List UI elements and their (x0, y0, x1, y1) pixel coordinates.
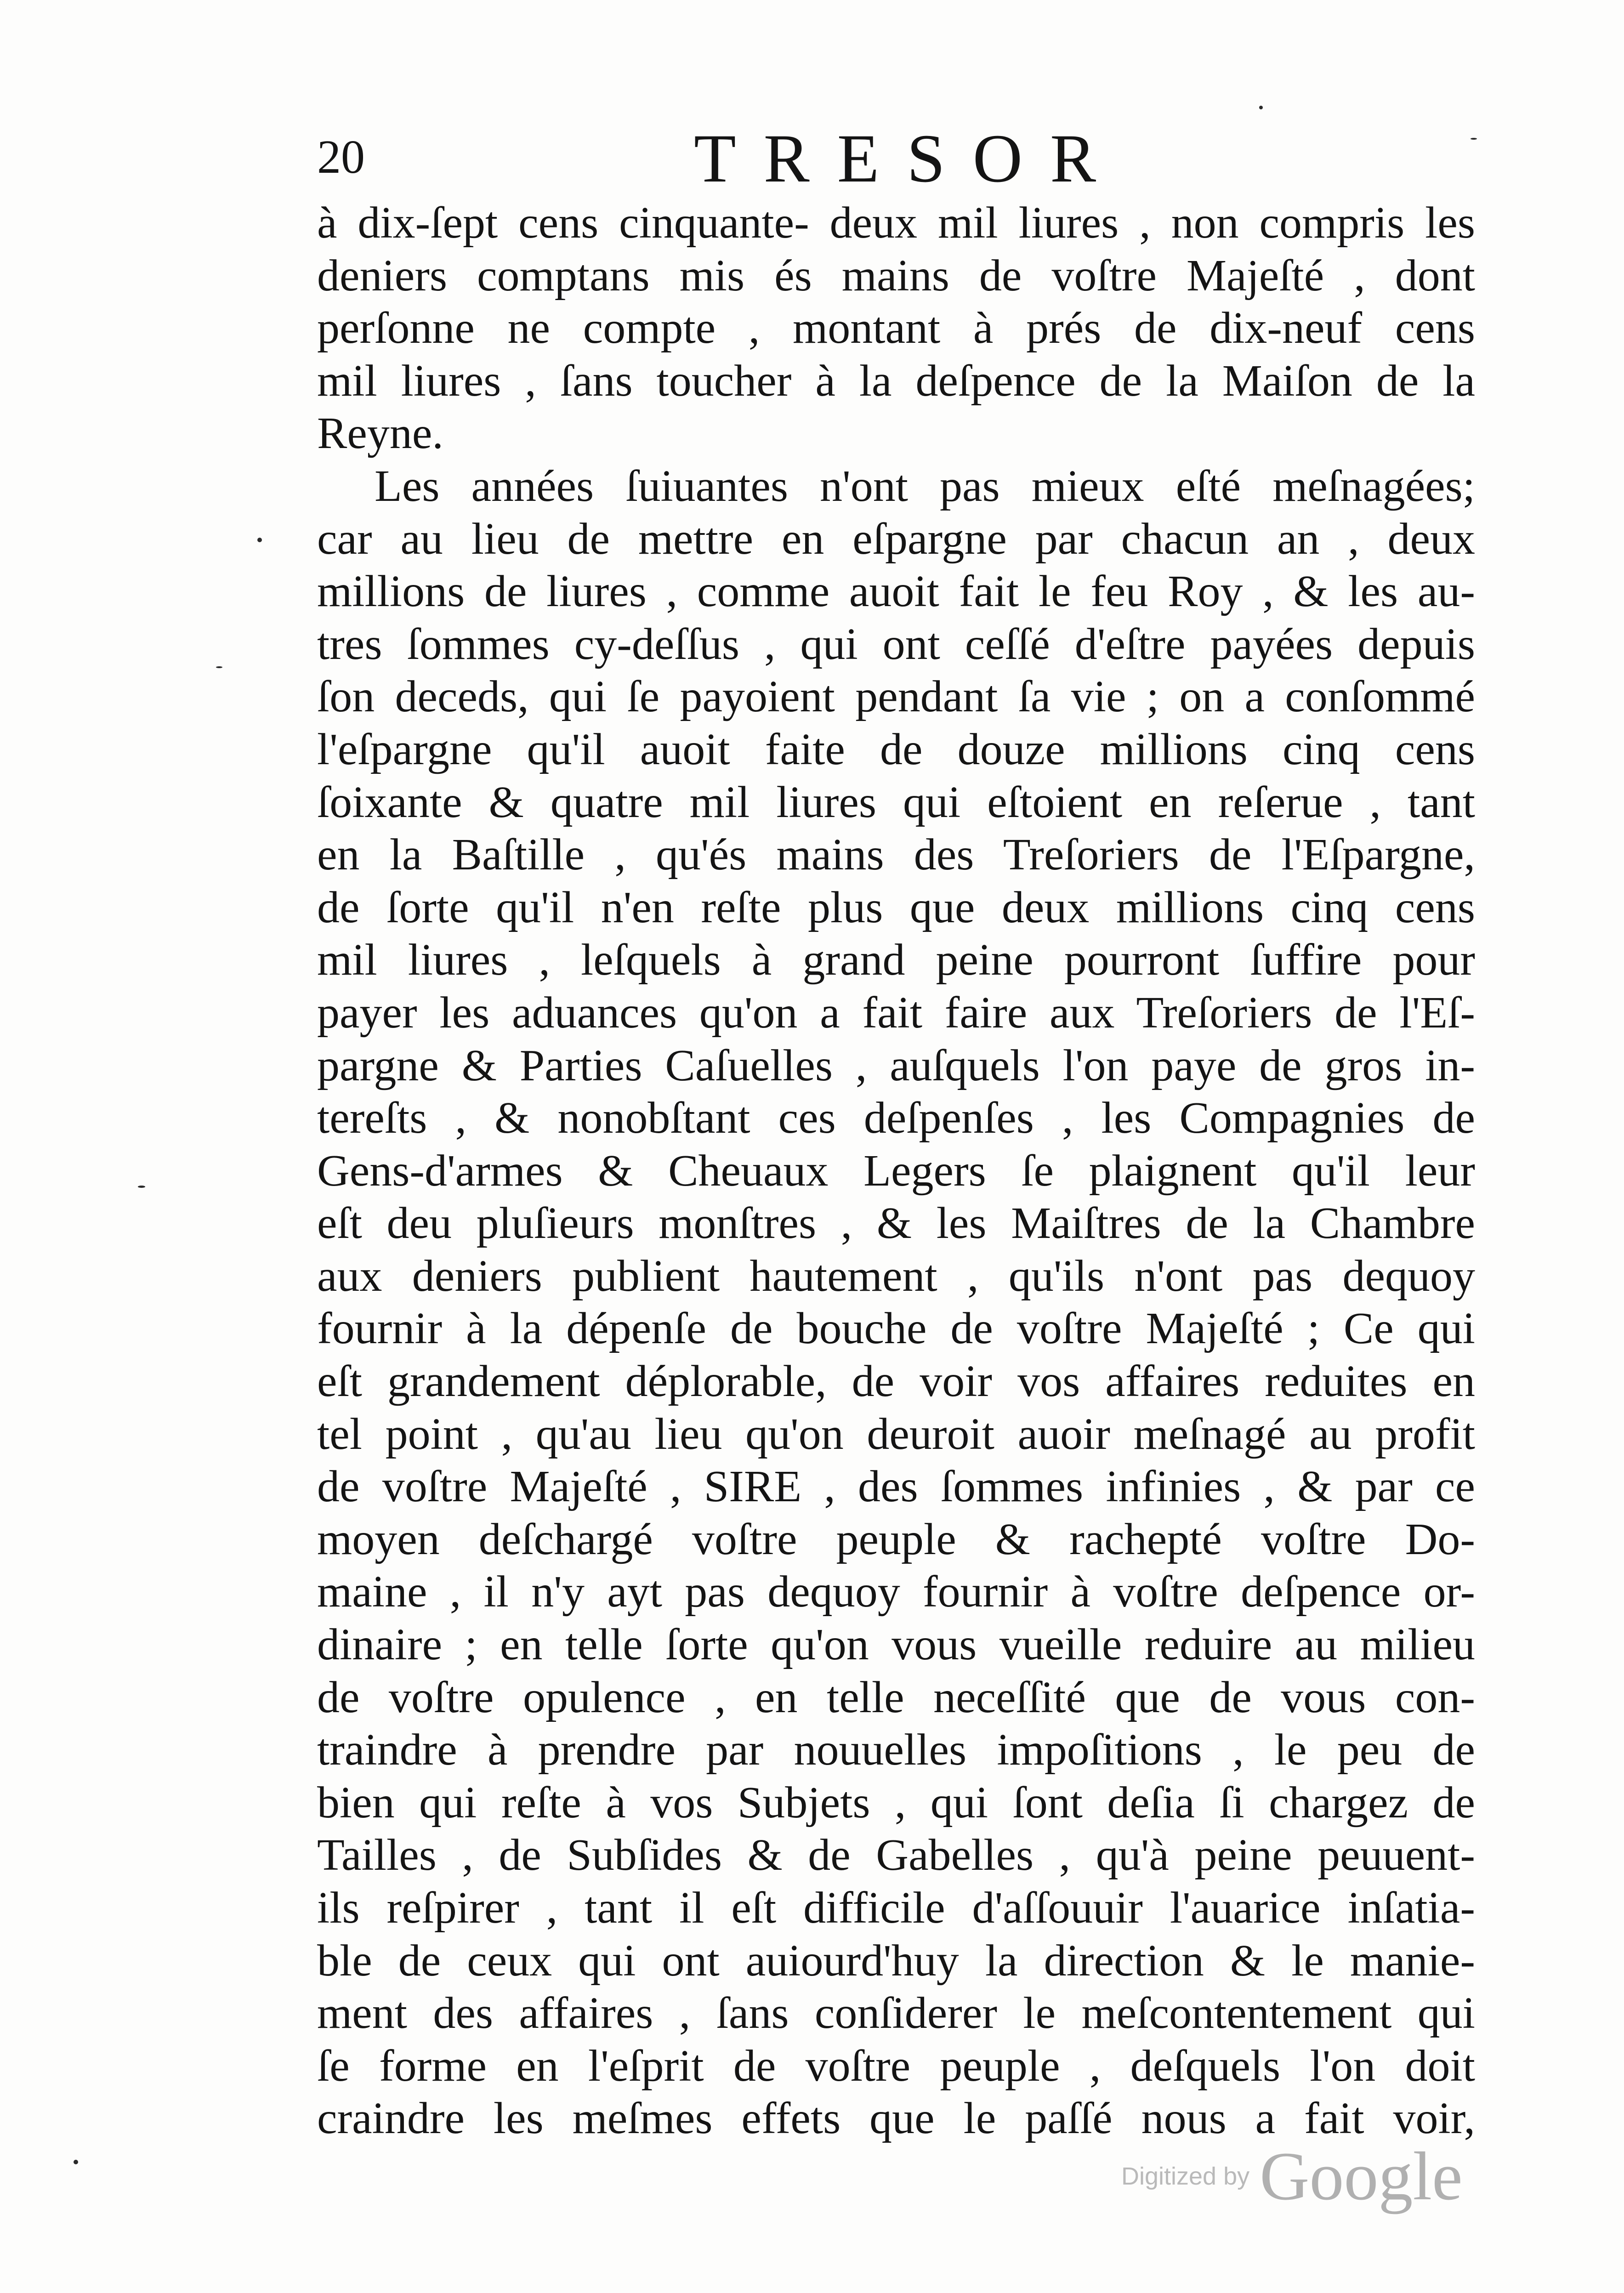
page-number: 20 (317, 131, 365, 183)
text-line: ils reſpirer , tant il eſt difficile d'aſſouuir l'auarice inſatia- (317, 1883, 1475, 1933)
scan-speck (257, 538, 262, 542)
text-line: eſt grandement déplorable, de voir vos affaires reduites en (317, 1357, 1475, 1407)
text-line: deniers comptans mis és mains de voſtre Majeſté , dont (317, 250, 1475, 301)
text-line: perſonne ne compte , montant à prés de dix-neuf cens (317, 303, 1475, 353)
text-line: bien qui reſte à vos Subjets , qui ſont deſia ſi chargez de (317, 1777, 1475, 1828)
scan-speck (74, 2160, 78, 2164)
text-line: Tailles , de Subſides & de Gabelles , qu'à peine peuuent- (317, 1830, 1475, 1880)
text-line: millions de liures , comme auoit fait le feu Roy , & les au- (317, 567, 1475, 617)
text-line: tres ſommes cy-deſſus , qui ont ceſſé d'eſtre payées depuis (317, 619, 1475, 669)
text-line: mil liures , ſans toucher à la deſpence de la Maiſon de la (317, 356, 1475, 406)
text-line: maine , il n'y ayt pas dequoy fournir à voſtre deſpence or- (317, 1567, 1475, 1617)
page-header (317, 120, 1466, 202)
text-line: de ſorte qu'il n'en reſte plus que deux millions cinq cens (317, 882, 1475, 932)
text-line: l'eſpargne qu'il auoit faite de douze millions cinq cens (317, 724, 1475, 774)
paragraph-start-line: Les années ſuiuantes n'ont pas mieux eſté meſnagées; (375, 461, 1475, 511)
google-logo: Google (1260, 2138, 1463, 2214)
text-line: ſe forme en l'eſprit de voſtre peuple , deſquels l'on doit (317, 2041, 1475, 2091)
text-line: craindre les meſmes effets que le paſſé nous a fait voir, (317, 2094, 1475, 2144)
scan-speck (138, 1186, 145, 1188)
watermark-prefix: Digitized by (1121, 2162, 1250, 2190)
text-line: ble de ceux qui ont auiourd'huy la direction & le manie- (317, 1935, 1475, 1986)
text-line: mil liures , leſquels à grand peine pourront ſuffire pour (317, 935, 1475, 985)
scan-speck (1259, 106, 1263, 109)
text-line: en la Baſtille , qu'és mains des Treſoriers de l'Eſpargne, (317, 830, 1475, 880)
text-line: car au lieu de mettre en eſpargne par chacun an , deux (317, 514, 1475, 564)
text-line: dinaire ; en telle ſorte qu'on vous vueille reduire au milieu (317, 1620, 1475, 1670)
text-line: de voſtre opulence , en telle neceſſité que de vous con- (317, 1672, 1475, 1722)
scan-speck (1471, 138, 1477, 140)
body-text (317, 197, 1475, 2145)
text-line: ſoixante & quatre mil liures qui eſtoient en reſerue , tant (317, 777, 1475, 827)
text-line: payer les aduances qu'on a fait faire aux Treſoriers de l'Eſ- (317, 988, 1475, 1038)
text-line: pargne & Parties Caſuelles , auſquels l'on paye de gros in- (317, 1040, 1475, 1090)
running-title: TRESOR (694, 120, 1124, 197)
scan-speck (216, 666, 222, 668)
text-line: ſon deceds, qui ſe payoient pendant ſa vie ; on a conſommé (317, 672, 1475, 722)
text-line: Reyne. (317, 409, 443, 459)
text-line: fournir à la dépenſe de bouche de voſtre Majeſté ; Ce qui (317, 1304, 1475, 1354)
digitized-watermark (1121, 2137, 1463, 2224)
text-line: ment des affaires , ſans conſiderer le meſcontentement qui (317, 1988, 1475, 2038)
text-line: tereſts , & nonobſtant ces deſpenſes , les Compagnies de (317, 1093, 1475, 1143)
text-line: aux deniers publient hautement , qu'ils n'ont pas dequoy (317, 1251, 1475, 1301)
text-line: de voſtre Majeſté , SIRE , des ſommes infinies , & par ce (317, 1462, 1475, 1512)
text-line: tel point , qu'au lieu qu'on deuroit auoir meſnagé au profit (317, 1409, 1475, 1459)
text-line: Gens-d'armes & Cheuaux Legers ſe plaignent qu'il leur (317, 1146, 1475, 1196)
text-line: moyen deſchargé voſtre peuple & rachepté voſtre Do- (317, 1514, 1475, 1564)
text-line: à dix-ſept cens cinquante- deux mil liures , non compris les (317, 198, 1475, 248)
text-line: traindre à prendre par nouuelles impoſitions , le peu de (317, 1725, 1475, 1775)
text-line: eſt deu pluſieurs monſtres , & les Maiſtres de la Chambre (317, 1198, 1475, 1249)
